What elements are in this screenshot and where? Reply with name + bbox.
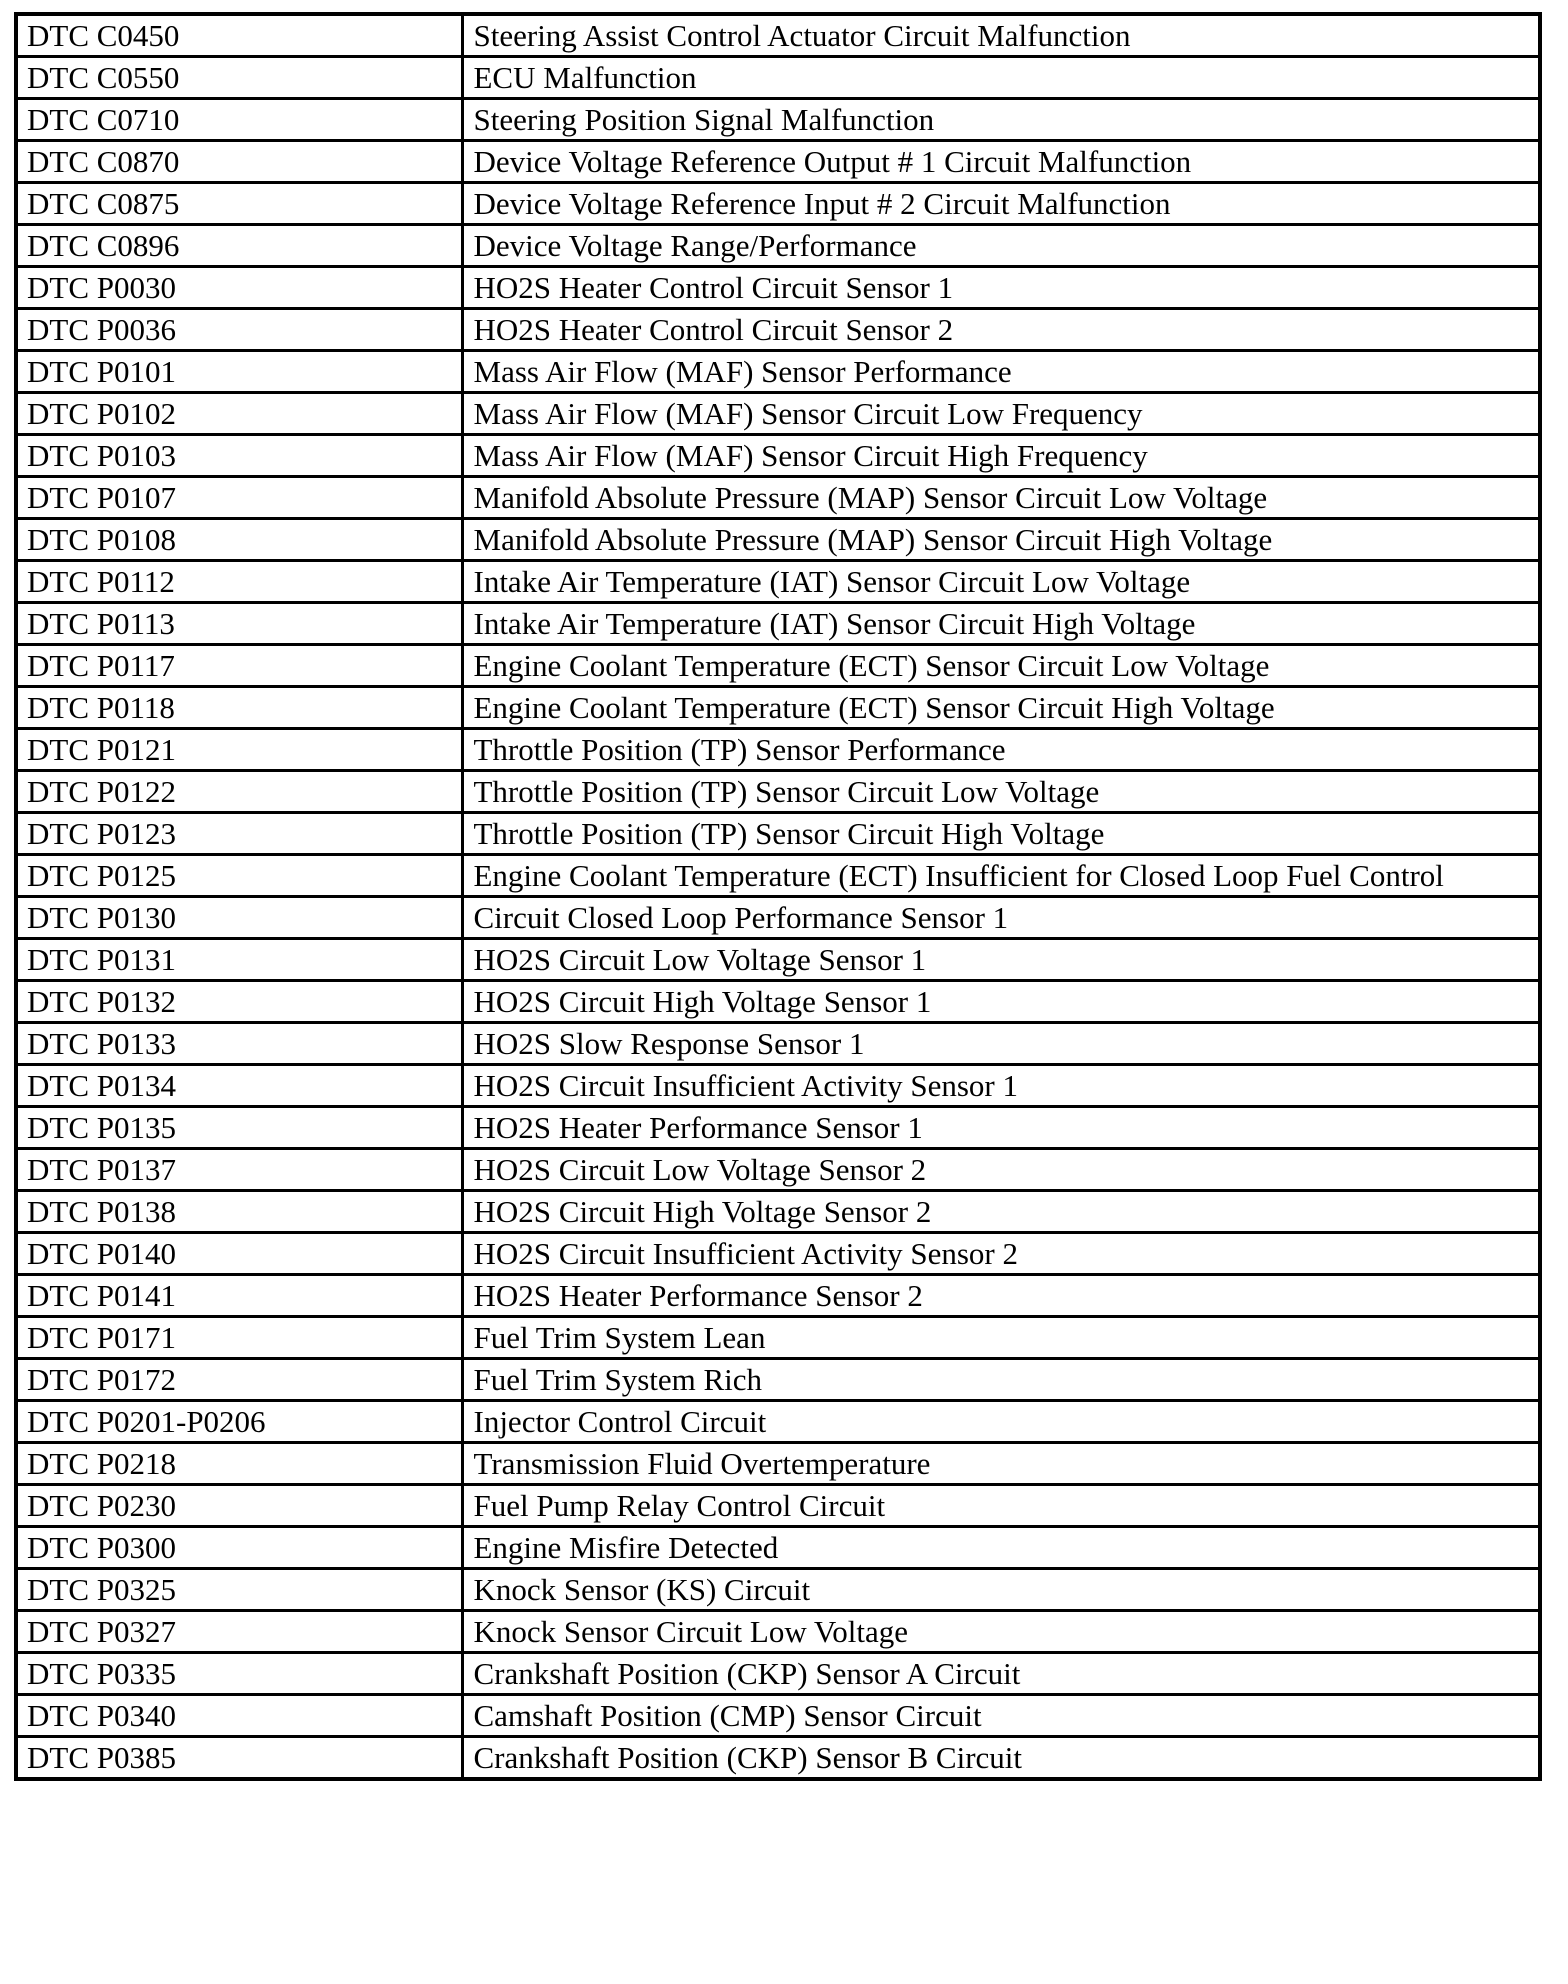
dtc-description-cell: Device Voltage Reference Output # 1 Circuit Malfunction [462,141,1540,183]
dtc-code-cell: DTC P0125 [16,855,462,897]
dtc-code-cell: DTC P0108 [16,519,462,561]
table-row [16,99,1540,141]
dtc-description-cell: Fuel Trim System Rich [462,1359,1540,1401]
table-row [16,1527,1540,1569]
dtc-code-cell: DTC P0335 [16,1653,462,1695]
table-row [16,1401,1540,1443]
table-row [16,939,1540,981]
dtc-description-cell: Knock Sensor Circuit Low Voltage [462,1611,1540,1653]
dtc-description-cell: HO2S Circuit High Voltage Sensor 2 [462,1191,1540,1233]
table-row [16,897,1540,939]
dtc-code-cell: DTC P0133 [16,1023,462,1065]
dtc-description-cell: Injector Control Circuit [462,1401,1540,1443]
dtc-description-cell: HO2S Slow Response Sensor 1 [462,1023,1540,1065]
dtc-code-cell: DTC P0132 [16,981,462,1023]
dtc-description-cell: HO2S Circuit Low Voltage Sensor 2 [462,1149,1540,1191]
dtc-code-cell: DTC P0300 [16,1527,462,1569]
table-row [16,813,1540,855]
dtc-code-cell: DTC P0141 [16,1275,462,1317]
table-row [16,141,1540,183]
dtc-description-cell: HO2S Circuit Insufficient Activity Sensor 1 [462,1065,1540,1107]
dtc-code-cell: DTC P0112 [16,561,462,603]
table-row [16,1191,1540,1233]
table-row [16,645,1540,687]
dtc-description-cell: HO2S Circuit High Voltage Sensor 1 [462,981,1540,1023]
dtc-code-cell: DTC P0102 [16,393,462,435]
dtc-code-cell: DTC C0875 [16,183,462,225]
dtc-description-cell: Crankshaft Position (CKP) Sensor A Circuit [462,1653,1540,1695]
table-row [16,1653,1540,1695]
dtc-code-cell: DTC P0135 [16,1107,462,1149]
dtc-description-cell: HO2S Heater Performance Sensor 1 [462,1107,1540,1149]
table-row [16,14,1540,57]
table-row [16,309,1540,351]
table-row [16,1611,1540,1653]
dtc-code-cell: DTC P0325 [16,1569,462,1611]
dtc-code-cell: DTC P0030 [16,267,462,309]
dtc-description-cell: HO2S Circuit Low Voltage Sensor 1 [462,939,1540,981]
dtc-code-cell: DTC P0140 [16,1233,462,1275]
table-row [16,267,1540,309]
dtc-description-cell: Engine Coolant Temperature (ECT) Sensor Circuit Low Voltage [462,645,1540,687]
dtc-description-cell: Crankshaft Position (CKP) Sensor B Circuit [462,1737,1540,1780]
dtc-code-cell: DTC P0201-P0206 [16,1401,462,1443]
dtc-code-cell: DTC P0218 [16,1443,462,1485]
table-row [16,1443,1540,1485]
dtc-description-cell: Device Voltage Range/Performance [462,225,1540,267]
dtc-description-cell: Mass Air Flow (MAF) Sensor Circuit Low Frequency [462,393,1540,435]
dtc-description-cell: Transmission Fluid Overtemperature [462,1443,1540,1485]
dtc-description-cell: HO2S Circuit Insufficient Activity Sensor 2 [462,1233,1540,1275]
table-row [16,183,1540,225]
dtc-code-cell: DTC P0123 [16,813,462,855]
table-row [16,855,1540,897]
dtc-code-cell: DTC P0134 [16,1065,462,1107]
dtc-code-cell: DTC P0137 [16,1149,462,1191]
dtc-description-cell: HO2S Heater Control Circuit Sensor 1 [462,267,1540,309]
dtc-description-cell: Intake Air Temperature (IAT) Sensor Circuit High Voltage [462,603,1540,645]
table-row [16,1317,1540,1359]
dtc-code-cell: DTC C0896 [16,225,462,267]
dtc-code-cell: DTC P0101 [16,351,462,393]
dtc-description-cell: Camshaft Position (CMP) Sensor Circuit [462,1695,1540,1737]
table-row [16,393,1540,435]
table-row [16,1275,1540,1317]
dtc-code-cell: DTC P0130 [16,897,462,939]
dtc-table-body [16,14,1540,1779]
dtc-description-cell: Steering Assist Control Actuator Circuit Malfunction [462,14,1540,57]
dtc-code-cell: DTC P0113 [16,603,462,645]
table-row [16,1107,1540,1149]
table-row [16,1737,1540,1780]
table-row [16,729,1540,771]
table-row [16,1695,1540,1737]
dtc-code-cell: DTC P0103 [16,435,462,477]
dtc-code-cell: DTC C0870 [16,141,462,183]
dtc-code-cell: DTC C0710 [16,99,462,141]
dtc-description-cell: Manifold Absolute Pressure (MAP) Sensor Circuit Low Voltage [462,477,1540,519]
dtc-description-cell: HO2S Heater Performance Sensor 2 [462,1275,1540,1317]
dtc-description-cell: ECU Malfunction [462,57,1540,99]
table-row [16,1065,1540,1107]
dtc-code-cell: DTC P0117 [16,645,462,687]
dtc-code-cell: DTC P0131 [16,939,462,981]
dtc-code-cell: DTC P0121 [16,729,462,771]
dtc-description-cell: Device Voltage Reference Input # 2 Circuit Malfunction [462,183,1540,225]
dtc-code-cell: DTC P0138 [16,1191,462,1233]
table-row [16,1149,1540,1191]
dtc-code-cell: DTC P0171 [16,1317,462,1359]
dtc-code-cell: DTC P0385 [16,1737,462,1780]
dtc-description-cell: Knock Sensor (KS) Circuit [462,1569,1540,1611]
table-row [16,1569,1540,1611]
table-row [16,435,1540,477]
dtc-code-cell: DTC P0340 [16,1695,462,1737]
table-row [16,561,1540,603]
dtc-code-cell: DTC P0118 [16,687,462,729]
dtc-description-cell: Engine Coolant Temperature (ECT) Insufficient for Closed Loop Fuel Control [462,855,1540,897]
table-row [16,1359,1540,1401]
dtc-description-cell: Mass Air Flow (MAF) Sensor Circuit High Frequency [462,435,1540,477]
table-row [16,1023,1540,1065]
dtc-description-cell: Fuel Pump Relay Control Circuit [462,1485,1540,1527]
table-row [16,225,1540,267]
dtc-description-cell: Throttle Position (TP) Sensor Circuit Low Voltage [462,771,1540,813]
table-row [16,687,1540,729]
dtc-table [14,12,1542,1781]
dtc-description-cell: Engine Coolant Temperature (ECT) Sensor Circuit High Voltage [462,687,1540,729]
table-row [16,57,1540,99]
table-row [16,477,1540,519]
dtc-code-cell: DTC P0036 [16,309,462,351]
table-row [16,603,1540,645]
dtc-code-cell: DTC P0327 [16,1611,462,1653]
table-row [16,519,1540,561]
dtc-code-cell: DTC P0107 [16,477,462,519]
table-row [16,1485,1540,1527]
dtc-code-cell: DTC P0230 [16,1485,462,1527]
dtc-code-cell: DTC C0450 [16,14,462,57]
dtc-description-cell: HO2S Heater Control Circuit Sensor 2 [462,309,1540,351]
dtc-code-cell: DTC C0550 [16,57,462,99]
table-row [16,1233,1540,1275]
dtc-description-cell: Throttle Position (TP) Sensor Circuit High Voltage [462,813,1540,855]
table-row [16,771,1540,813]
dtc-code-cell: DTC P0172 [16,1359,462,1401]
table-row [16,351,1540,393]
dtc-description-cell: Intake Air Temperature (IAT) Sensor Circuit Low Voltage [462,561,1540,603]
dtc-code-cell: DTC P0122 [16,771,462,813]
dtc-description-cell: Manifold Absolute Pressure (MAP) Sensor Circuit High Voltage [462,519,1540,561]
dtc-description-cell: Mass Air Flow (MAF) Sensor Performance [462,351,1540,393]
dtc-description-cell: Circuit Closed Loop Performance Sensor 1 [462,897,1540,939]
dtc-description-cell: Throttle Position (TP) Sensor Performance [462,729,1540,771]
dtc-description-cell: Steering Position Signal Malfunction [462,99,1540,141]
dtc-description-cell: Fuel Trim System Lean [462,1317,1540,1359]
table-row [16,981,1540,1023]
dtc-description-cell: Engine Misfire Detected [462,1527,1540,1569]
